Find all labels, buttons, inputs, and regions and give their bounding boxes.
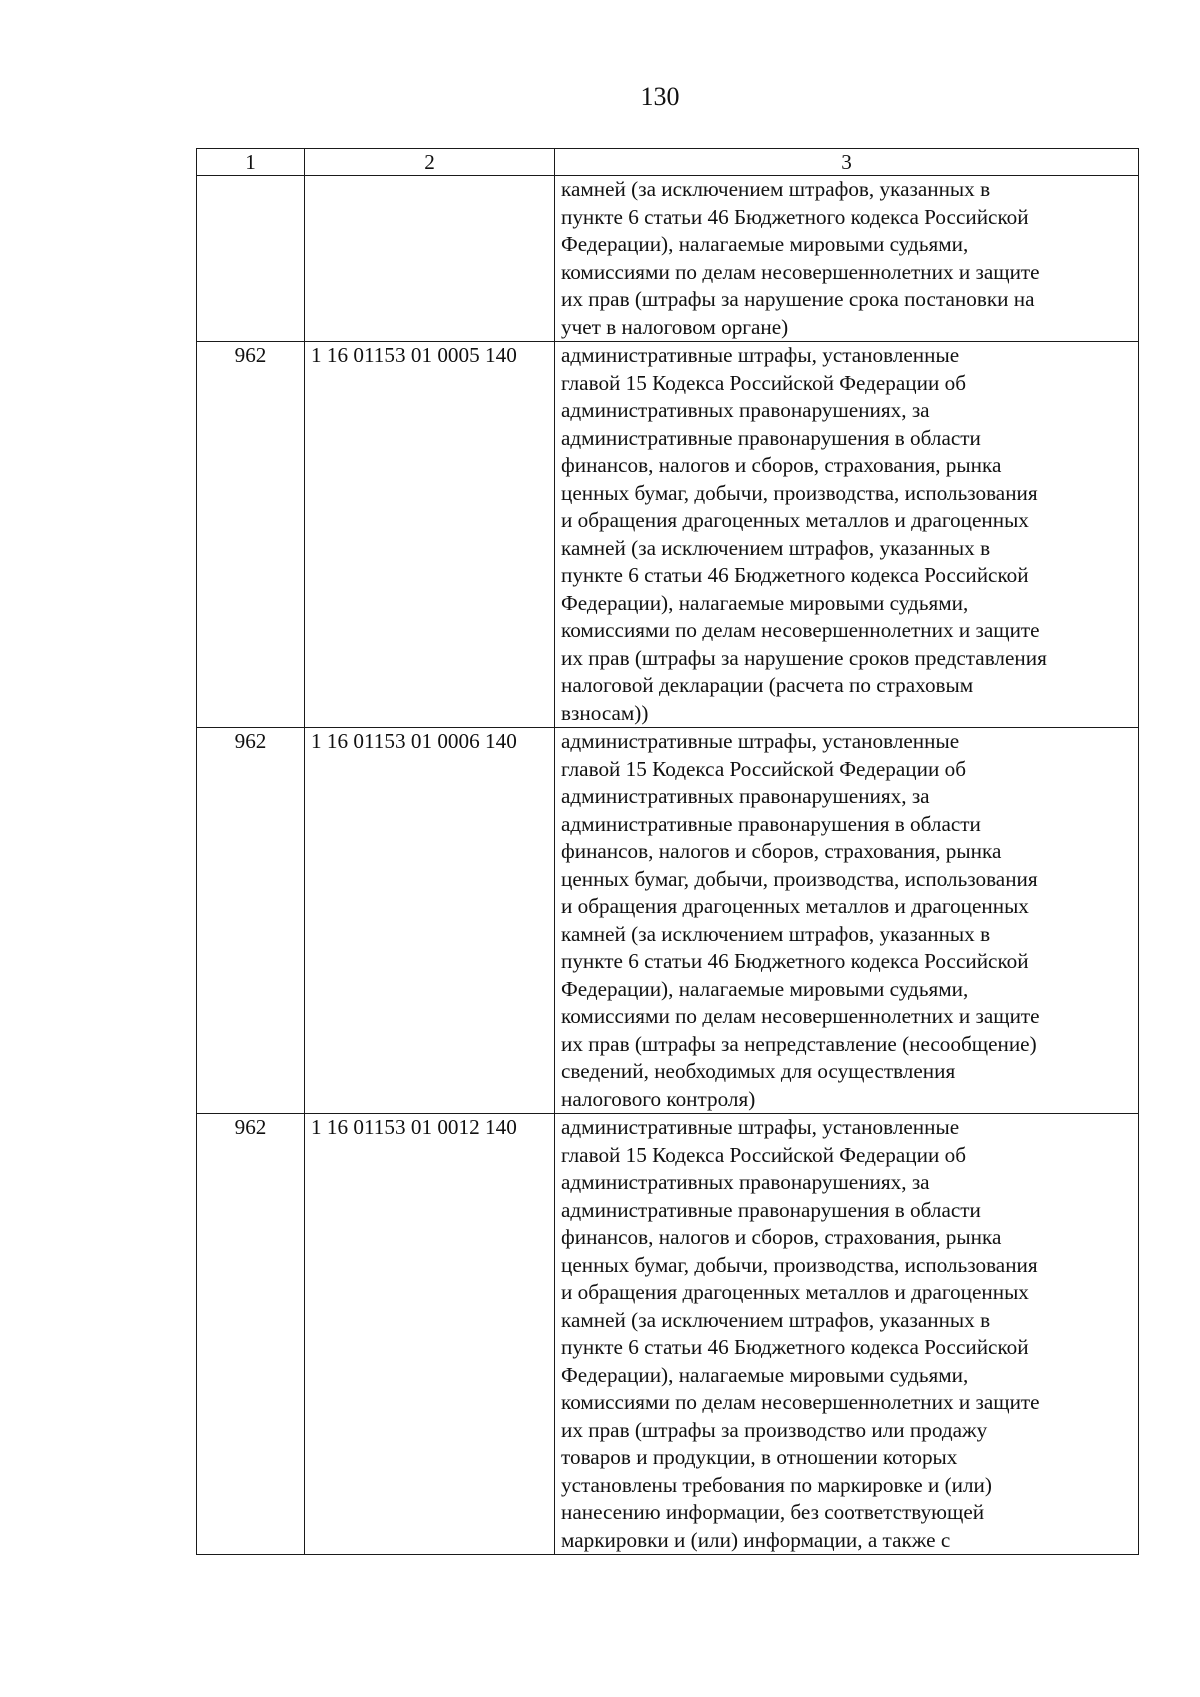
revenue-name-line: Федерации), налагаемые мировыми судьями, <box>561 1362 969 1387</box>
revenue-name-line: и обращения драгоценных металлов и драгоценных <box>561 894 1029 918</box>
column-header-2: 2 <box>305 149 555 176</box>
revenue-name-line: пункте 6 статьи 46 Бюджетного кодекса Российской <box>561 563 1029 587</box>
revenue-name-line: административные правонарушения в области <box>561 1197 981 1222</box>
revenue-name-line: и обращения драгоценных металлов и драгоценных <box>561 1280 1029 1304</box>
table-row <box>197 1114 1139 1555</box>
admin-code-cell: 962 <box>197 728 305 1114</box>
revenue-name-line: пункте 6 статьи 46 Бюджетного кодекса Российской <box>561 949 1029 973</box>
table-row <box>197 342 1139 728</box>
revenue-name-line: ценных бумаг, добычи, производства, использования <box>561 866 1038 891</box>
revenue-name-line: и обращения драгоценных металлов и драгоценных <box>561 508 1029 532</box>
table-body <box>197 176 1139 1555</box>
kbk-code-cell: 1 16 01153 01 0006 140 <box>305 728 555 1114</box>
kbk-code-cell <box>305 176 555 342</box>
revenue-name-line: пункте 6 статьи 46 Бюджетного кодекса Российской <box>561 204 1029 229</box>
revenue-name-line: финансов, налогов и сборов, страхования, рынка <box>561 453 1002 477</box>
revenue-name-line: главой 15 Кодекса Российской Федерации об <box>561 370 966 395</box>
revenue-name-line: камней (за исключением штрафов, указанных в <box>561 1307 991 1332</box>
revenue-name-line: административных правонарушениях, за <box>561 1170 930 1194</box>
revenue-name-line: комиссиями по делам несовершеннолетних и защите <box>561 1004 1040 1028</box>
revenue-name-cell <box>555 728 1139 1114</box>
table-header-row <box>197 149 1139 176</box>
revenue-name-line: камней (за исключением штрафов, указанных в <box>561 921 991 946</box>
revenue-name-line: административные правонарушения в области <box>561 811 981 836</box>
revenue-name-line: их прав (штрафы за нарушение сроков представления <box>561 645 1047 670</box>
revenue-name-line: взносам)) <box>561 700 649 725</box>
kbk-code-cell: 1 16 01153 01 0012 140 <box>305 1114 555 1555</box>
revenue-name-line: финансов, налогов и сборов, страхования, рынка <box>561 1225 1002 1249</box>
revenue-name-line: сведений, необходимых для осуществления <box>561 1059 956 1083</box>
revenue-name-line: административные штрафы, установленные <box>561 343 960 367</box>
revenue-name-line: комиссиями по делам несовершеннолетних и защите <box>561 618 1040 642</box>
revenue-name-line: их прав (штрафы за производство или продажу <box>561 1417 988 1442</box>
revenue-name-cell <box>555 342 1139 728</box>
revenue-name-line: комиссиями по делам несовершеннолетних и защите <box>561 1390 1040 1414</box>
revenue-name-line: их прав (штрафы за нарушение срока постановки на <box>561 287 1035 311</box>
table-row <box>197 176 1139 342</box>
revenue-name-line: налоговой декларации (расчета по страховым <box>561 673 974 697</box>
revenue-name-line: товаров и продукции, в отношении которых <box>561 1445 958 1469</box>
revenue-name-line: их прав (штрафы за непредставление (несообщение) <box>561 1031 1037 1056</box>
revenue-name-line: установлены требования по маркировке и (или) <box>561 1472 992 1497</box>
revenue-name-line: камней (за исключением штрафов, указанных в <box>561 535 991 560</box>
revenue-name-line: административные правонарушения в области <box>561 425 981 450</box>
kbk-code-cell: 1 16 01153 01 0005 140 <box>305 342 555 728</box>
revenue-name-line: финансов, налогов и сборов, страхования, рынка <box>561 839 1002 863</box>
revenue-name-line: главой 15 Кодекса Российской Федерации об <box>561 756 966 781</box>
revenue-name-line: комиссиями по делам несовершеннолетних и защите <box>561 259 1040 284</box>
revenue-name-line: главой 15 Кодекса Российской Федерации об <box>561 1142 966 1167</box>
revenue-name-line: административных правонарушениях, за <box>561 398 930 422</box>
column-header-1: 1 <box>197 149 305 176</box>
column-header-3: 3 <box>555 149 1139 176</box>
revenue-name-line: Федерации), налагаемые мировыми судьями, <box>561 976 969 1001</box>
admin-code-cell <box>197 176 305 342</box>
page-number: 130 <box>640 82 680 111</box>
revenue-name-line: учет в налоговом органе) <box>561 314 789 339</box>
revenue-name-line: Федерации), налагаемые мировыми судьями, <box>561 590 969 615</box>
admin-code-cell: 962 <box>197 1114 305 1555</box>
revenue-name-line: маркировки и (или) информации, а также с <box>561 1527 951 1552</box>
table-row <box>197 728 1139 1114</box>
revenue-name-line: налогового контроля) <box>561 1086 756 1111</box>
revenue-name-cell <box>555 176 1139 342</box>
revenue-name-line: ценных бумаг, добычи, производства, использования <box>561 480 1038 505</box>
kbk-table <box>196 148 1139 1555</box>
revenue-name-line: пункте 6 статьи 46 Бюджетного кодекса Российской <box>561 1335 1029 1359</box>
revenue-name-line: камней (за исключением штрафов, указанных в <box>561 177 991 201</box>
revenue-name-line: административных правонарушениях, за <box>561 784 930 808</box>
revenue-name-line: нанесению информации, без соответствующей <box>561 1500 985 1524</box>
revenue-name-line: административные штрафы, установленные <box>561 729 960 753</box>
revenue-name-line: ценных бумаг, добычи, производства, использования <box>561 1252 1038 1277</box>
revenue-name-line: административные штрафы, установленные <box>561 1115 960 1139</box>
revenue-name-cell <box>555 1114 1139 1555</box>
admin-code-cell: 962 <box>197 342 305 728</box>
revenue-name-line: Федерации), налагаемые мировыми судьями, <box>561 232 969 256</box>
